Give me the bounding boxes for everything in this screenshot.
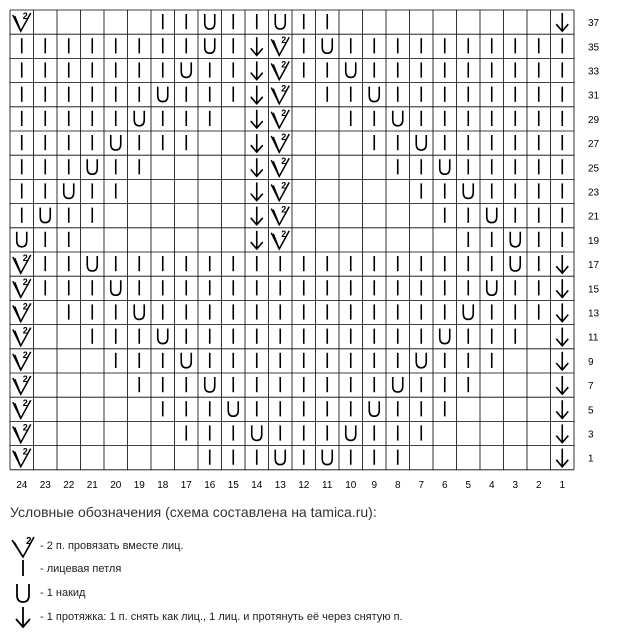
yarn-over-icon — [393, 111, 403, 126]
row-label: 23 — [588, 187, 600, 199]
svg-text:2: 2 — [281, 132, 287, 142]
column-label: 22 — [63, 479, 75, 490]
row-label: 7 — [588, 381, 594, 393]
column-label: 4 — [488, 479, 495, 490]
row-label: 5 — [588, 405, 594, 417]
yarn-over-icon — [17, 232, 27, 247]
legend-item-yo — [10, 582, 85, 604]
svg-text:2: 2 — [281, 83, 287, 94]
svg-text:2: 2 — [22, 446, 28, 457]
yarn-over-icon — [134, 111, 144, 126]
row-label: 19 — [588, 235, 600, 247]
column-label: 9 — [371, 479, 378, 490]
yarn-over-icon — [111, 135, 121, 150]
down-arrow-icon — [556, 424, 568, 442]
down-arrow-icon — [556, 449, 568, 467]
down-arrow-icon — [556, 400, 568, 418]
svg-text:2: 2 — [281, 180, 287, 191]
yarn-over-icon — [181, 353, 191, 368]
down-arrow-icon — [251, 37, 263, 55]
row-label: 11 — [588, 332, 599, 344]
chart-grid — [10, 10, 574, 470]
svg-text:2: 2 — [26, 536, 32, 547]
svg-text:2: 2 — [281, 59, 287, 70]
yarn-over-icon — [393, 377, 403, 392]
row-label: 9 — [588, 356, 594, 368]
svg-text:2: 2 — [281, 204, 287, 215]
svg-text:2: 2 — [22, 422, 28, 433]
yarn-over-icon — [440, 159, 450, 174]
row-label: 31 — [588, 90, 600, 102]
chart-symbols — [13, 11, 569, 467]
yarn-over-icon — [510, 232, 520, 247]
down-arrow-icon — [556, 279, 568, 297]
yarn-over-icon — [463, 183, 473, 198]
column-label: 6 — [441, 479, 448, 490]
k2tog-icon — [13, 374, 31, 394]
yarn-over-icon — [487, 208, 497, 223]
yarn-over-icon — [228, 401, 238, 416]
column-label: 11 — [322, 479, 333, 490]
yarn-over-icon — [181, 62, 191, 77]
column-label: 13 — [274, 479, 286, 490]
yarn-over-icon — [158, 329, 168, 344]
yarn-over-icon — [40, 208, 50, 223]
column-label: 21 — [86, 479, 98, 490]
yarn-over-icon — [275, 450, 285, 465]
yarn-over-icon — [205, 38, 215, 53]
row-label: 3 — [588, 429, 594, 441]
row-label: 33 — [588, 66, 600, 78]
k2tog-icon — [13, 326, 31, 346]
column-labels — [16, 480, 565, 490]
down-arrow-icon — [556, 13, 568, 31]
k2tog-icon — [13, 422, 31, 442]
k2tog-icon — [271, 108, 289, 128]
k2tog-icon — [271, 59, 289, 79]
k2tog-icon — [13, 398, 31, 418]
yarn-over-icon — [205, 14, 215, 29]
legend-item-k2tog — [10, 535, 183, 557]
down-arrow-icon — [251, 231, 263, 249]
column-label: 20 — [110, 479, 122, 490]
yarn-over-icon — [64, 183, 74, 198]
svg-text:2: 2 — [22, 301, 28, 312]
legend-item-decrease — [10, 606, 403, 628]
svg-text:2: 2 — [281, 107, 287, 118]
svg-text:2: 2 — [22, 398, 28, 409]
svg-text:2: 2 — [22, 374, 28, 384]
column-label: 24 — [16, 479, 28, 490]
column-label: 14 — [251, 479, 263, 490]
svg-text:2: 2 — [22, 253, 28, 263]
legend-text-k2tog: - 2 п. провязать вместе лиц. — [40, 540, 184, 552]
row-label: 27 — [588, 139, 600, 151]
knit-stitch-icon — [10, 556, 36, 582]
row-label: 35 — [588, 42, 600, 54]
column-label: 1 — [559, 479, 566, 490]
k2tog-icon — [13, 301, 31, 321]
svg-text:2: 2 — [22, 277, 28, 288]
column-label: 7 — [418, 479, 425, 490]
svg-text:2: 2 — [22, 349, 28, 360]
k2tog-icon — [271, 84, 289, 104]
yarn-over-icon — [252, 425, 262, 440]
yarn-over-icon — [440, 329, 450, 344]
yarn-over-icon — [87, 159, 97, 174]
yarn-over-icon — [134, 304, 144, 319]
svg-text:2: 2 — [22, 325, 28, 336]
down-arrow-icon — [251, 134, 263, 152]
legend-title: Условные обозначения (схема составлена на tamica.ru): — [10, 504, 377, 520]
down-arrow-icon — [251, 158, 263, 176]
k2tog-icon — [271, 35, 289, 55]
yarn-over-icon — [487, 280, 497, 295]
k2tog-icon — [13, 350, 31, 370]
column-label: 3 — [512, 479, 519, 490]
k2tog-icon — [271, 132, 289, 152]
k2tog-icon — [271, 180, 289, 200]
yarn-over-icon — [416, 353, 426, 368]
row-label: 17 — [588, 260, 600, 272]
down-arrow-icon — [10, 604, 36, 630]
row-label: 15 — [588, 284, 600, 296]
k2tog-icon — [13, 11, 31, 31]
column-label: 5 — [465, 479, 472, 490]
row-labels — [588, 18, 600, 465]
column-label: 12 — [298, 479, 310, 490]
k2tog-icon — [13, 447, 31, 467]
legend-item-knit — [10, 558, 121, 580]
row-label: 25 — [588, 163, 600, 175]
down-arrow-icon — [251, 86, 263, 104]
yarn-over-icon — [205, 377, 215, 392]
down-arrow-icon — [556, 303, 568, 321]
yarn-over-icon — [10, 580, 36, 606]
column-label: 18 — [157, 479, 169, 490]
row-label: 29 — [588, 114, 600, 126]
column-label: 8 — [394, 479, 401, 490]
row-label: 1 — [588, 453, 594, 465]
svg-text:2: 2 — [281, 228, 287, 239]
column-label: 17 — [180, 479, 192, 490]
svg-text:2: 2 — [281, 35, 287, 46]
yarn-over-icon — [369, 401, 379, 416]
yarn-over-icon — [346, 425, 356, 440]
down-arrow-icon — [556, 352, 568, 370]
column-label: 16 — [204, 479, 216, 490]
yarn-over-icon — [322, 38, 332, 53]
legend-text-knit: - лицевая петля — [40, 563, 122, 575]
yarn-over-icon — [87, 256, 97, 271]
column-label: 2 — [535, 479, 542, 490]
yarn-over-icon — [369, 87, 379, 102]
column-label: 19 — [133, 479, 145, 490]
yarn-over-icon — [275, 14, 285, 29]
down-arrow-icon — [556, 328, 568, 346]
k2tog-icon — [271, 205, 289, 225]
k2tog-icon — [271, 229, 289, 249]
column-label: 15 — [227, 479, 239, 490]
row-label: 21 — [588, 211, 600, 223]
yarn-over-icon — [322, 450, 332, 465]
down-arrow-icon — [251, 61, 263, 79]
svg-text:2: 2 — [281, 156, 287, 167]
yarn-over-icon — [158, 87, 168, 102]
column-label: 23 — [39, 479, 51, 490]
k2tog-icon — [13, 277, 31, 297]
yarn-over-icon — [463, 304, 473, 319]
legend-text-decrease: - 1 протяжка: 1 п. снять как лиц., 1 лиц. и протянуть её через снятую п. — [40, 611, 403, 623]
column-label: 10 — [345, 479, 357, 490]
yarn-over-icon — [416, 135, 426, 150]
legend-text-yo: - 1 накид — [40, 587, 86, 599]
yarn-over-icon — [111, 280, 121, 295]
yarn-over-icon — [510, 256, 520, 271]
down-arrow-icon — [251, 182, 263, 200]
down-arrow-icon — [251, 110, 263, 128]
down-arrow-icon — [556, 255, 568, 273]
k2tog-icon — [13, 253, 31, 273]
down-arrow-icon — [556, 376, 568, 394]
row-label: 37 — [588, 18, 600, 30]
down-arrow-icon — [251, 207, 263, 225]
row-label: 13 — [588, 308, 600, 320]
k2tog-icon — [271, 156, 289, 176]
yarn-over-icon — [346, 62, 356, 77]
svg-text:2: 2 — [22, 11, 28, 21]
